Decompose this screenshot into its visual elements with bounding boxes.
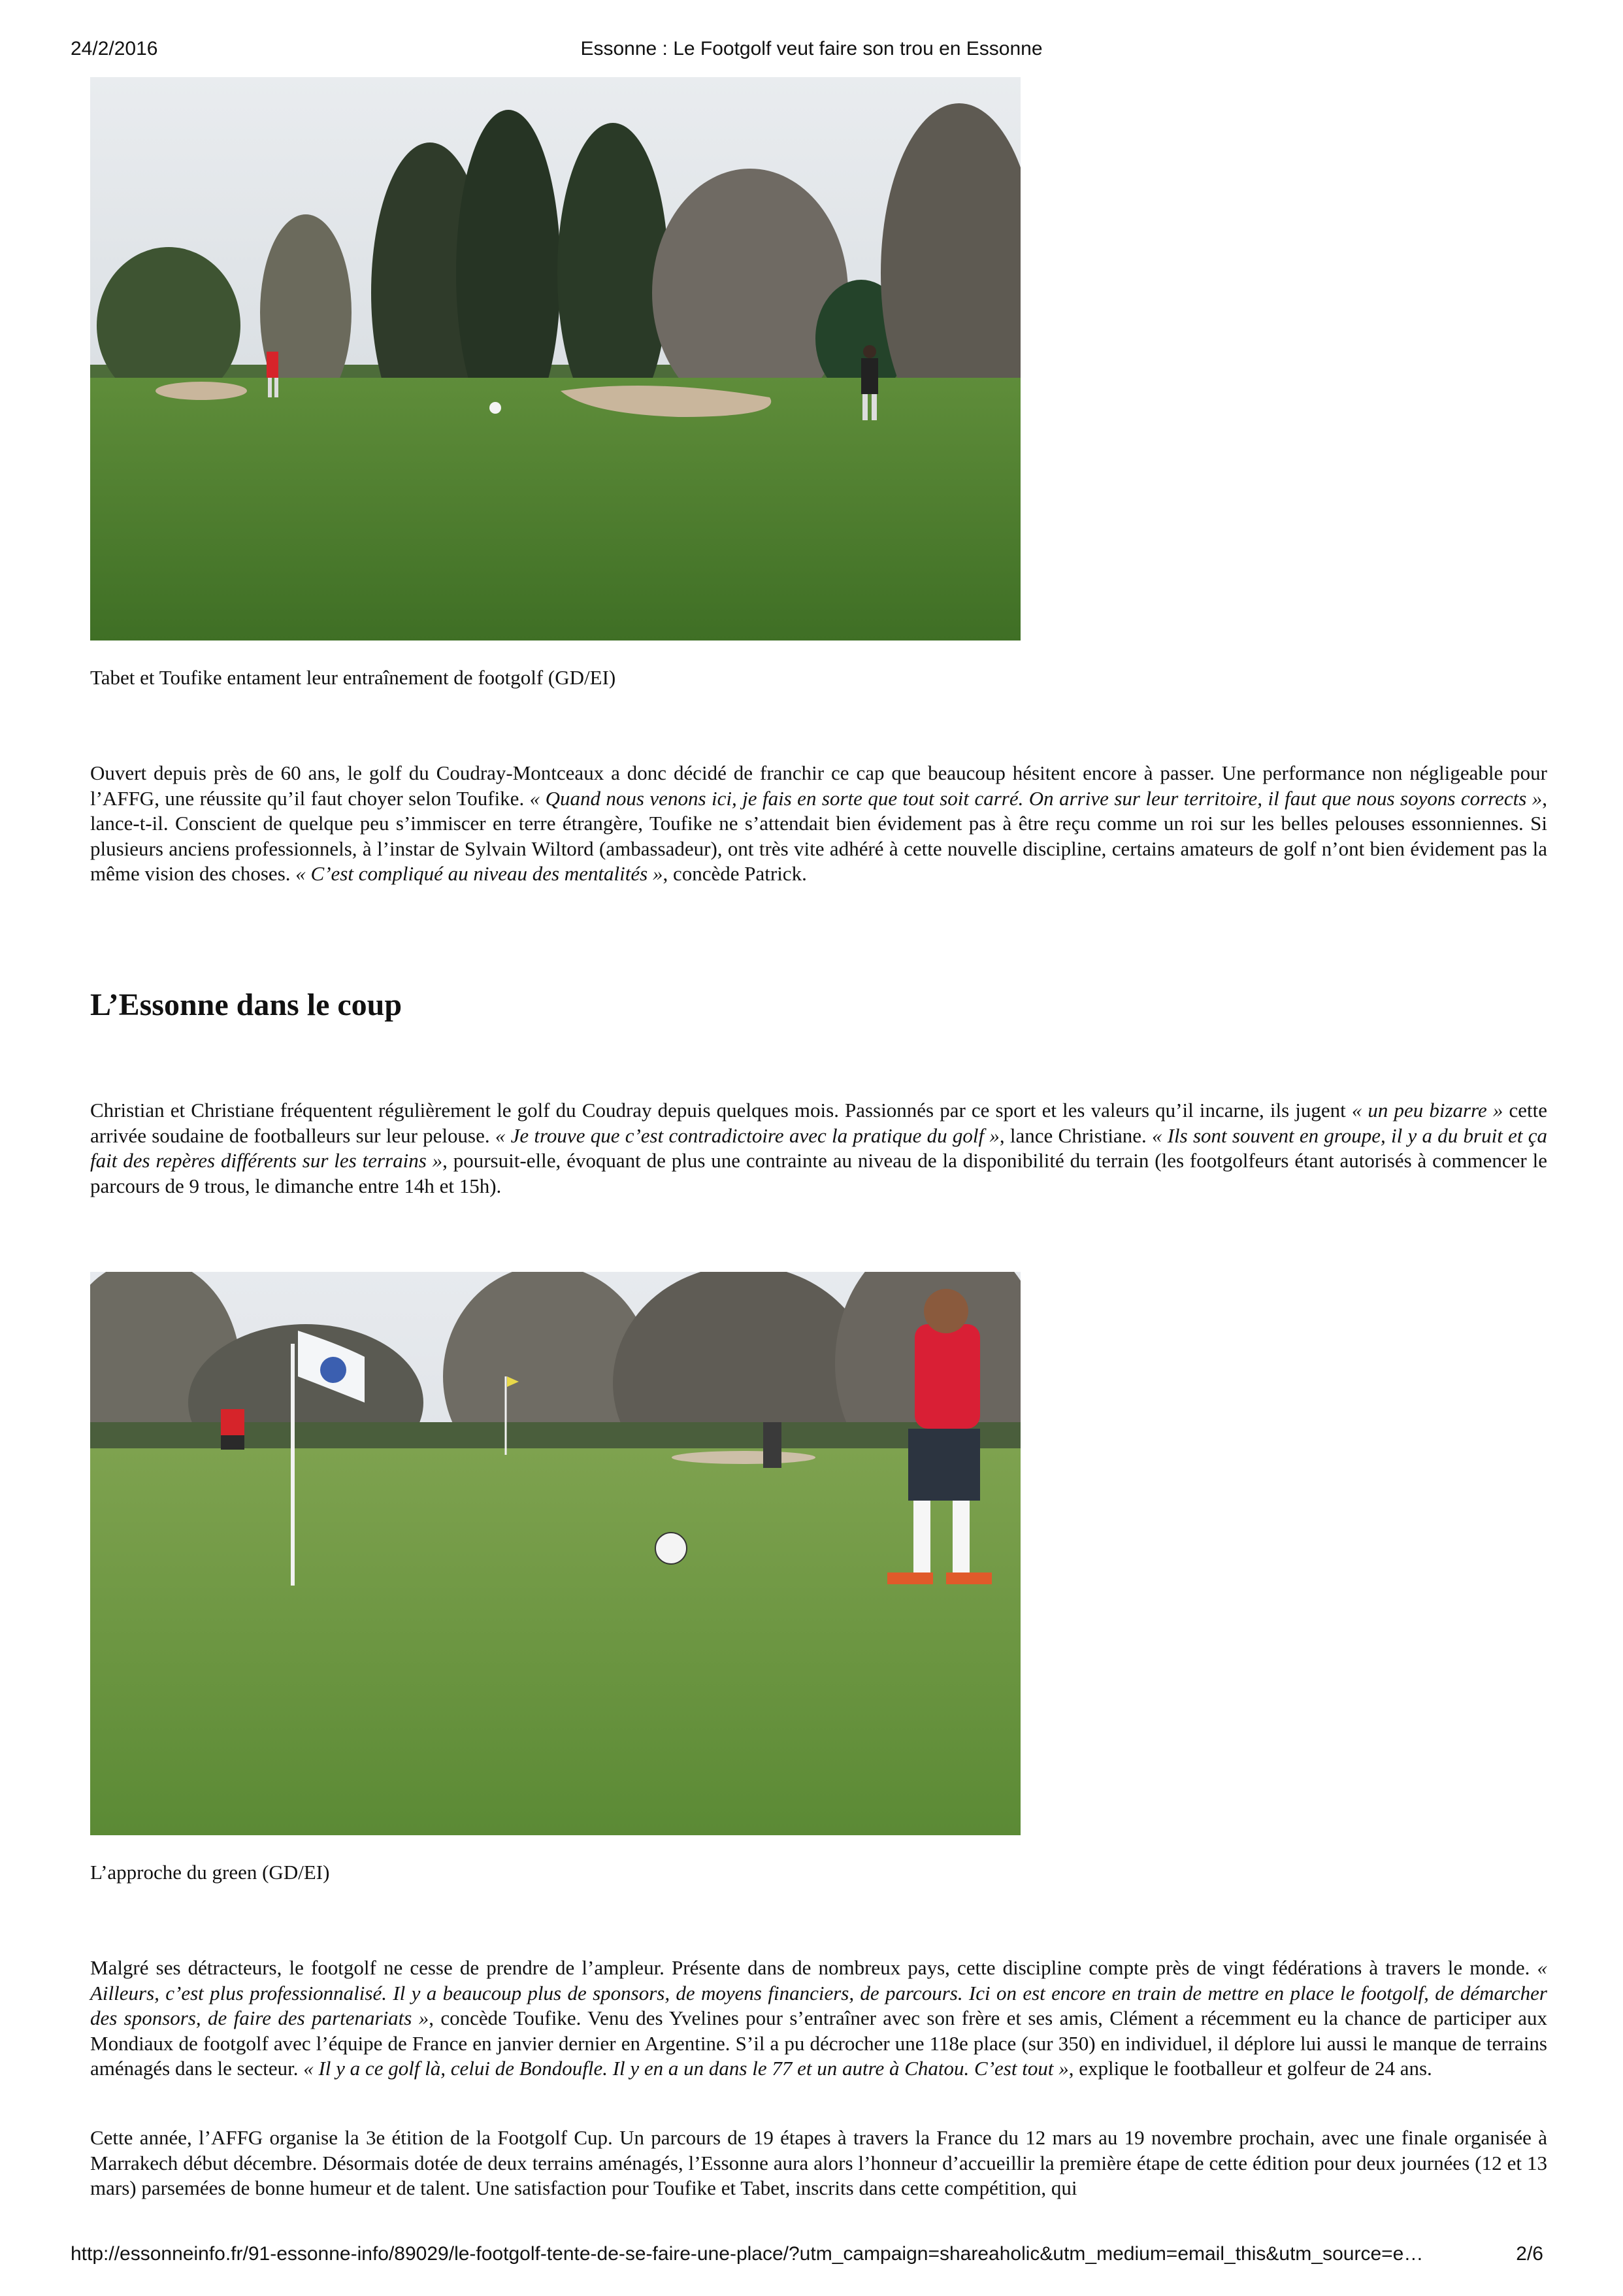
quote-text: « Ils sont souvent en groupe, il y a du bruit et ça fait des repères différents sur les terrains »: [90, 1123, 1547, 1172]
paragraph-text: Christian et Christiane fréquentent régulièrement le golf du Coudray depuis quelques mois. Passionnés par ce sport et les valeurs qu’il incarne, ils jugent: [90, 1099, 1352, 1122]
article-paragraph-3: [90, 1955, 1547, 2082]
article-paragraph-1: [90, 761, 1547, 887]
source-url: http://essonneinfo.fr/91-essonne-info/89029/le-footgolf-tente-de-se-faire-une-place/?utm_campaign=shareaholic&utm_medium=email_this&utm_source=e…: [71, 2243, 1424, 2265]
photo-green-approach: [90, 1272, 1021, 1835]
section-heading: L’Essonne dans le coup: [90, 988, 402, 1022]
paragraph-text: , lance Christiane.: [999, 1123, 1152, 1147]
page-number: 2/6: [1516, 2243, 1543, 2265]
paragraph-text: cette arrivée soudaine de footballeurs sur leur pelouse.: [90, 1099, 1547, 1147]
paragraph-text: Ouvert depuis près de 60 ans, le golf du Coudray-Montceaux a donc décidé de franchir ce cap que beaucoup hésitent encore à passer. Une performance non négligeable pour l’AFFG, une réussite qu’il faut choyer selon Toufike.: [90, 761, 1547, 810]
print-footer: [0, 2243, 1623, 2272]
photo-training: [90, 77, 1021, 641]
print-header: [0, 38, 1623, 67]
paragraph-text: , concède Toufike. Venu des Yvelines pour s’entraîner avec son frère et ses amis, Clément a récemment eu la chance de participer aux Mondiaux de footgolf avec l’équipe de France en janvier dernier en Argentine. S’il a pu décrocher une 118e place (sur 350) en individuel, il déplore lui aussi le manque de terrains aménagés dans le secteur.: [90, 2006, 1547, 2080]
paragraph-text: , explique le footballeur et golfeur de 24 ans.: [1068, 2057, 1432, 2080]
photo-green-approach-image: [90, 1272, 1021, 1835]
photo-green-approach-caption: L’approche du green (GD/EI): [90, 1861, 330, 1884]
quote-text: « C’est compliqué au niveau des mentalités »: [295, 862, 663, 885]
article-paragraph-2: [90, 1098, 1547, 1199]
article-paragraph-4: [90, 2125, 1547, 2201]
photo-training-caption: Tabet et Toufike entament leur entraînement de footgolf (GD/EI): [90, 666, 616, 689]
page-title: Essonne : Le Footgolf veut faire son trou en Essonne: [580, 38, 1043, 59]
photo-training-image: [90, 77, 1021, 641]
paragraph-text: , poursuit-elle, évoquant de plus une contrainte au niveau de la disponibilité du terrain (les footgolfeurs étant autorisés à commencer le parcours de 9 trous, le dimanche entre 14h et 15h).: [90, 1149, 1547, 1197]
paragraph-text: , concède Patrick.: [663, 862, 807, 885]
quote-text: « Il y a ce golf là, celui de Bondoufle. Il y en a un dans le 77 et un autre à Chatou. C’est tout »: [303, 2057, 1069, 2080]
paragraph-text: Malgré ses détracteurs, le footgolf ne cesse de prendre de l’ampleur. Présente dans de nombreux pays, cette discipline compte près de vingt fédérations à travers le monde.: [90, 1956, 1537, 1979]
paragraph-text: , lance-t-il. Conscient de quelque peu s’immiscer en terre étrangère, Toufike ne s’attendait bien évidement pas à être reçu comme un roi sur les belles pelouses essonniennes. Si plusieurs anciens professionnels, à l’instar de Sylvain Wiltord (ambassadeur), ont très vite adhéré à cette nouvelle discipline, certains amateurs de golf n’ont bien évidement pas la même vision des choses.: [90, 786, 1547, 885]
print-date: 24/2/2016: [71, 38, 158, 59]
quote-text: « Ailleurs, c’est plus professionnalisé. Il y a beaucoup plus de sponsors, de moyens financiers, de parcours. Ici on est encore en train de mettre en place le footgolf, de démarcher des sponsors, de faire des partenariats »: [90, 1956, 1547, 2029]
quote-text: « Quand nous venons ici, je fais en sorte que tout soit carré. On arrive sur leur territoire, il faut que nous soyons corrects »: [529, 786, 1543, 810]
quote-text: « Je trouve que c’est contradictoire avec la pratique du golf »: [495, 1123, 1000, 1147]
paragraph-text: Cette année, l’AFFG organise la 3e étition de la Footgolf Cup. Un parcours de 19 étapes à travers la France du 12 mars au 19 novembre prochain, avec une finale organisée à Marrakech début décembre. Désormais dotée de deux terrains aménagés, l’Essonne aura alors l’honneur d’accueillir la première étape de cette édition pour deux journées (12 et 13 mars) parsemées de bonne humeur et de talent. Une satisfaction pour Toufike et Tabet, inscrits dans cette compétition, qui: [90, 2126, 1547, 2199]
quote-text: « un peu bizarre »: [1351, 1099, 1503, 1122]
